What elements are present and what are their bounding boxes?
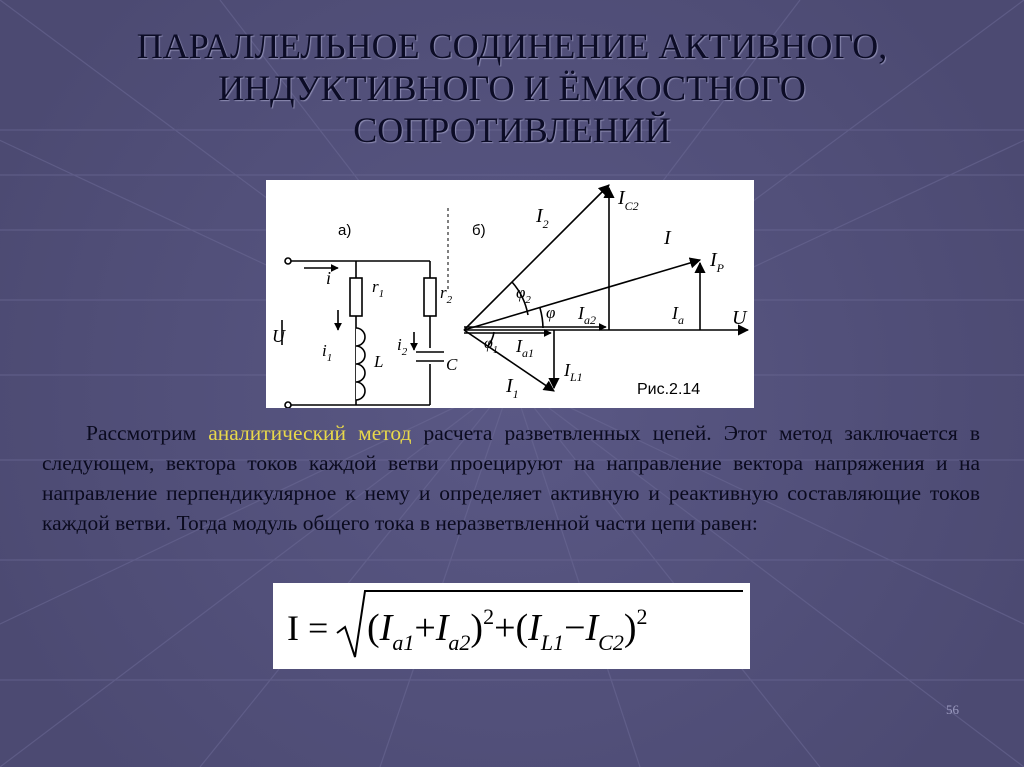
figure-drawing	[266, 180, 754, 408]
arc-phi	[540, 308, 543, 328]
circuit-schematic	[285, 258, 446, 408]
label-IC2: $I_{C2}$	[618, 187, 639, 213]
label-phi: φ	[546, 303, 556, 322]
formula-lhs: I =	[287, 608, 329, 648]
label-Ia1: $I_{a1}$	[516, 336, 534, 360]
label-I1: $I_1$	[506, 375, 519, 401]
input-terminal-bottom	[285, 402, 291, 408]
current-formula	[273, 583, 750, 669]
input-terminal-top	[285, 258, 291, 264]
circuit-figure	[266, 180, 754, 408]
highlight-analytical-method: аналитический метод	[208, 421, 412, 445]
resistor-r2	[424, 278, 436, 316]
title-line-2: ИНДУКТИВНОГО И ЁМКОСТНОГО	[218, 68, 806, 108]
label-phi2: $\varphi_2$	[516, 283, 531, 306]
label-i1: $i_1$	[322, 341, 333, 364]
label-U-phasor: U	[732, 307, 747, 329]
paragraph-before: Рассмотрим	[86, 421, 209, 445]
label-C: C	[446, 355, 458, 374]
formula-drawing	[273, 583, 750, 669]
inductor-L	[356, 328, 365, 400]
label-i2: $i_2$	[397, 335, 408, 358]
label-I: I	[664, 227, 671, 249]
label-r2: $r_2$	[440, 283, 453, 306]
label-I2: $I_2$	[536, 205, 549, 231]
formula-body: $(I_{a1}+I_{a2})^2+(I_{L1}-I_{C2})^2$	[367, 604, 648, 655]
title-line-1: ПАРАЛЛЕЛЬНОЕ СОДИНЕНИЕ АКТИВНОГО,	[136, 26, 888, 66]
phasor-diagram	[464, 185, 748, 391]
title-line-3: СОПРОТИВЛЕНИЙ	[353, 110, 671, 150]
figure-caption: Рис.2.14	[637, 381, 701, 398]
label-IP: $I_P$	[710, 249, 725, 275]
label-b: б)	[472, 222, 486, 239]
slide-title	[60, 25, 964, 151]
label-r1: $r_1$	[372, 277, 385, 300]
paragraph-after: расчета разветвленных цепей. Этот метод заключается в следующем, вектора токов каждой ветви проецируют на направление вектора напряжения и на направление перпендикулярное к нему и определяет активную и реактивную составляющие токов каждой ветви. Тогда модуль общего тока в неразветвленной части цепи равен:	[42, 421, 980, 535]
label-a: а)	[338, 222, 352, 239]
label-Ia: $I_a$	[672, 303, 684, 327]
page-number: 56	[946, 702, 959, 717]
label-phi1: $\varphi_1$	[484, 335, 498, 356]
label-i: i	[326, 268, 332, 288]
label-IL1: $I_{L1}$	[564, 360, 583, 384]
label-Ia2: $I_{a2}$	[578, 303, 596, 327]
resistor-r1	[350, 278, 362, 316]
label-L: L	[374, 352, 384, 371]
explanation-paragraph	[42, 418, 980, 538]
label-U-circuit: U	[272, 326, 285, 346]
